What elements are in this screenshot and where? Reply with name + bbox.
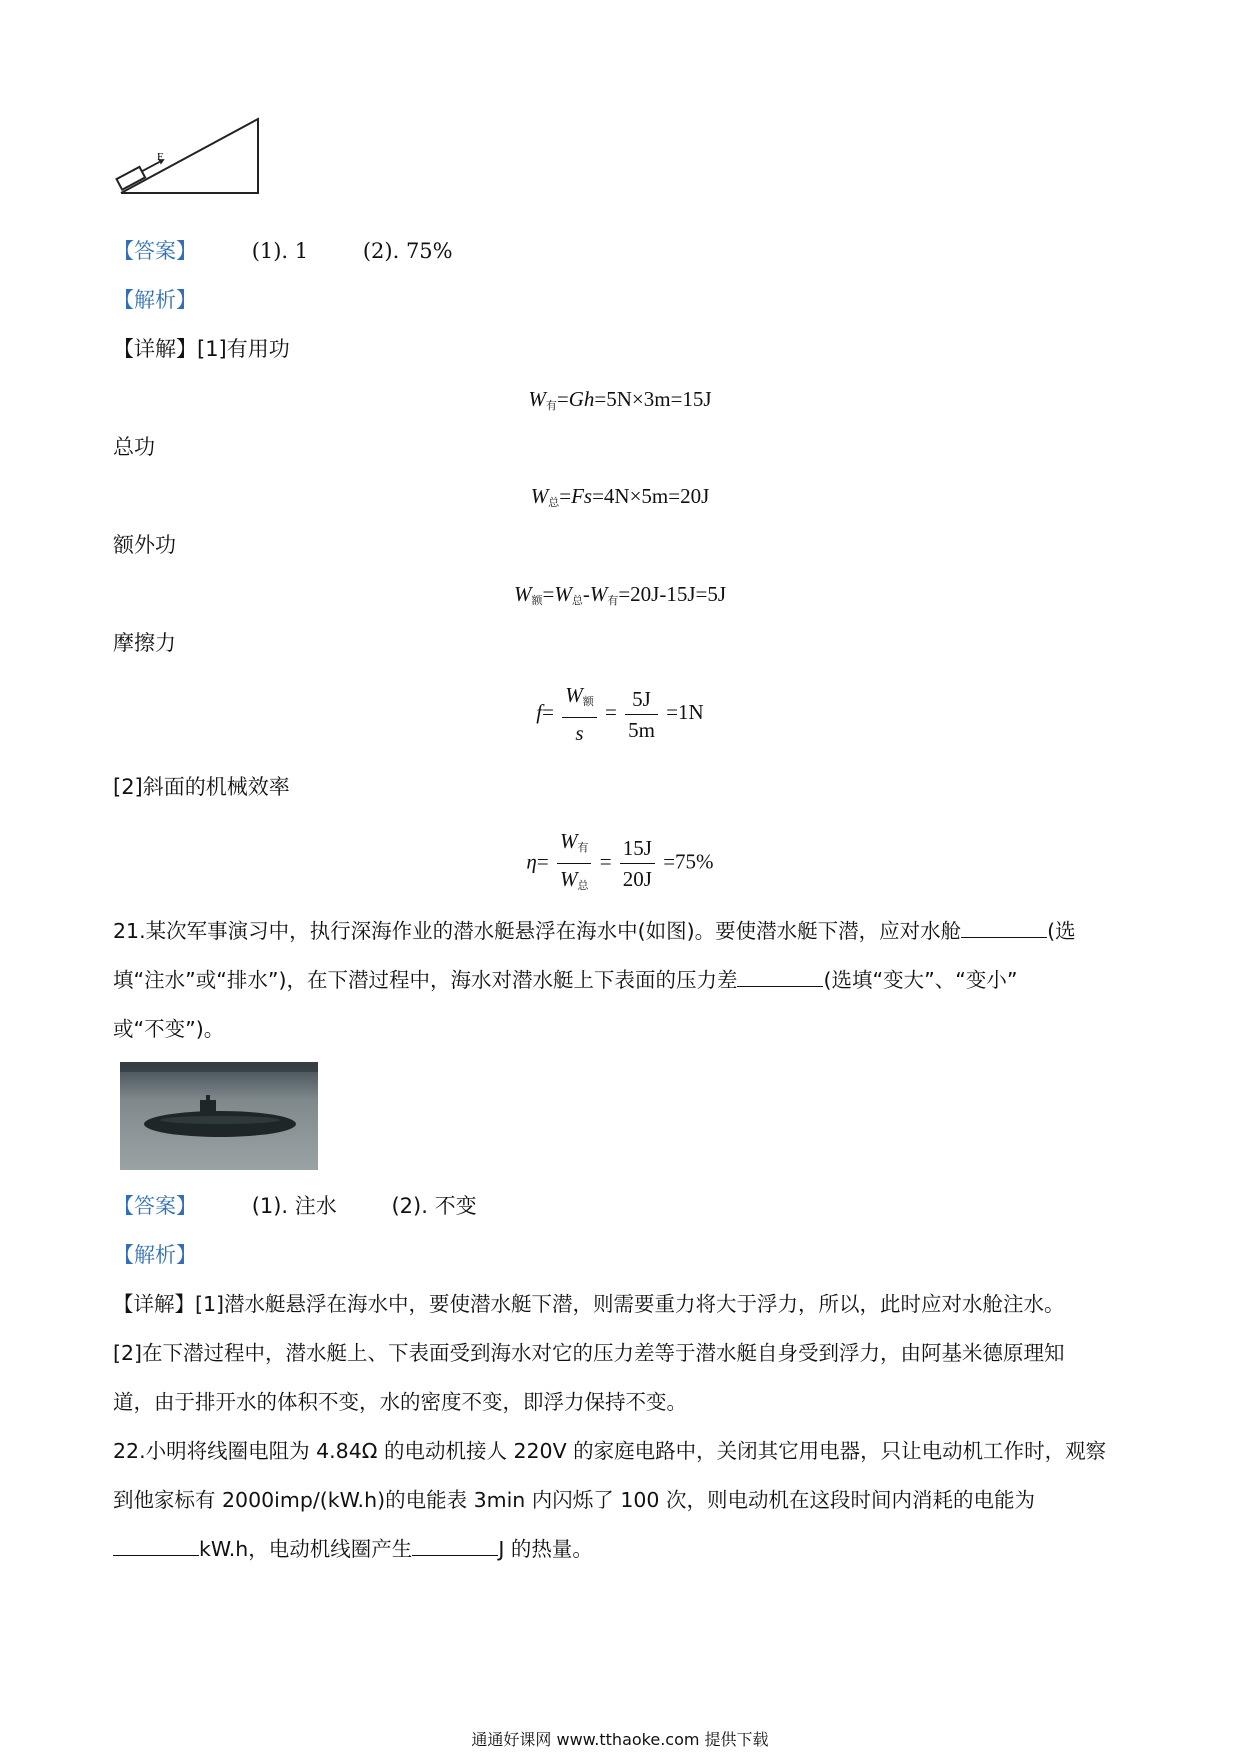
q20-total-work-label: 总功 xyxy=(113,435,155,459)
q21-blank-1 xyxy=(961,919,1047,938)
q22-question: 22.小明将线圈电阻为 4.84Ω 的电动机接人 220V 的家庭电路中，关闭其它用电器，只让电动机工作时，观察 到他家标有 2000imp/(kW.h)的电能表 3min 内闪烁了 100 次，则电动机在这段时间内消耗的电能为 kW.h，电动机线圈产生 J 的热量。 xyxy=(113,1439,1107,1561)
detail-tag: 【详解】 xyxy=(113,1292,195,1316)
answer-tag: 【答案】 xyxy=(113,1194,197,1218)
q20-answer-1: (1). 1 xyxy=(251,239,309,263)
q20-extra-work-label: 额外功 xyxy=(113,533,176,557)
analysis-tag: 【解析】 xyxy=(113,288,197,312)
q21-blank-2 xyxy=(737,968,823,987)
q20-answer-line xyxy=(113,236,453,266)
q20-step1-label: [1]有用功 xyxy=(197,337,290,361)
analysis-tag: 【解析】 xyxy=(113,1243,197,1267)
fraction-15j-over-20j: $\frac{15J}{20J}$ xyxy=(620,833,655,894)
fraction-extra-work-over-s: $\frac{W_额}{s}$ xyxy=(562,680,597,748)
fraction-5j-over-5m: $\frac{5J}{5m}$ xyxy=(625,684,658,745)
page-footer: 通通好课网 www.tthaoke.com 提供下载 xyxy=(471,1730,769,1749)
q22-blank-1 xyxy=(113,1537,199,1556)
q20-answer-2: (2). 75% xyxy=(362,239,453,263)
submarine-photo xyxy=(120,1062,318,1170)
q21-answer-1: (1). 注水 xyxy=(251,1194,337,1218)
equation-total-work: $W_总=Fs=4N\times 5m=20J$ xyxy=(530,484,710,509)
answer-tag: 【答案】 xyxy=(113,239,197,263)
equation-extra-work: $W_额=W_总-W_有=20J-15J=5J$ xyxy=(513,582,727,607)
q21-answer-line xyxy=(113,1191,477,1221)
q20-step2-label: [2]斜面的机械效率 xyxy=(113,775,290,799)
fraction-useful-over-total: $\frac{W_有}{W_总}$ xyxy=(557,826,592,901)
equation-useful-work: $W_有=Gh=5N\times 3m=15J$ xyxy=(528,387,712,412)
q22-blank-2 xyxy=(412,1537,498,1556)
equation-efficiency: η= $\frac{W_有}{W_总}$ = $\frac{15J}{20J}$ =75% xyxy=(0,826,1240,901)
q21-answer-2: (2). 不变 xyxy=(391,1194,477,1218)
q21-question: 21.某次军事演习中，执行深海作业的潜水艇悬浮在海水中(如图)。要使潜水艇下潜，应对水舱 (选 填“注水”或“排水”)，在下潜过程中，海水对潜水艇上下表面的压力差 (选填“变大”、“变小” 或“不变”)。 xyxy=(113,919,1076,1041)
q20-detail-line xyxy=(113,334,290,364)
incline-diagram xyxy=(115,115,265,205)
incline-force-label: F xyxy=(157,151,164,163)
equation-friction: f= $\frac{W_额}{s}$ = $\frac{5J}{5m}$ =1N xyxy=(0,680,1240,748)
detail-tag: 【详解】 xyxy=(113,337,197,361)
q21-detail: 【详解】[1]潜水艇悬浮在海水中，要使潜水艇下潜，则需要重力将大于浮力，所以，此时应对水舱注水。 [2]在下潜过程中，潜水艇上、下表面受到海水对它的压力差等于潜水艇自身受到浮力，由阿基米德原理知 道，由于排开水的体积不变，水的密度不变，即浮力保持不变。 xyxy=(113,1292,1065,1414)
q20-friction-label: 摩擦力 xyxy=(113,631,176,655)
